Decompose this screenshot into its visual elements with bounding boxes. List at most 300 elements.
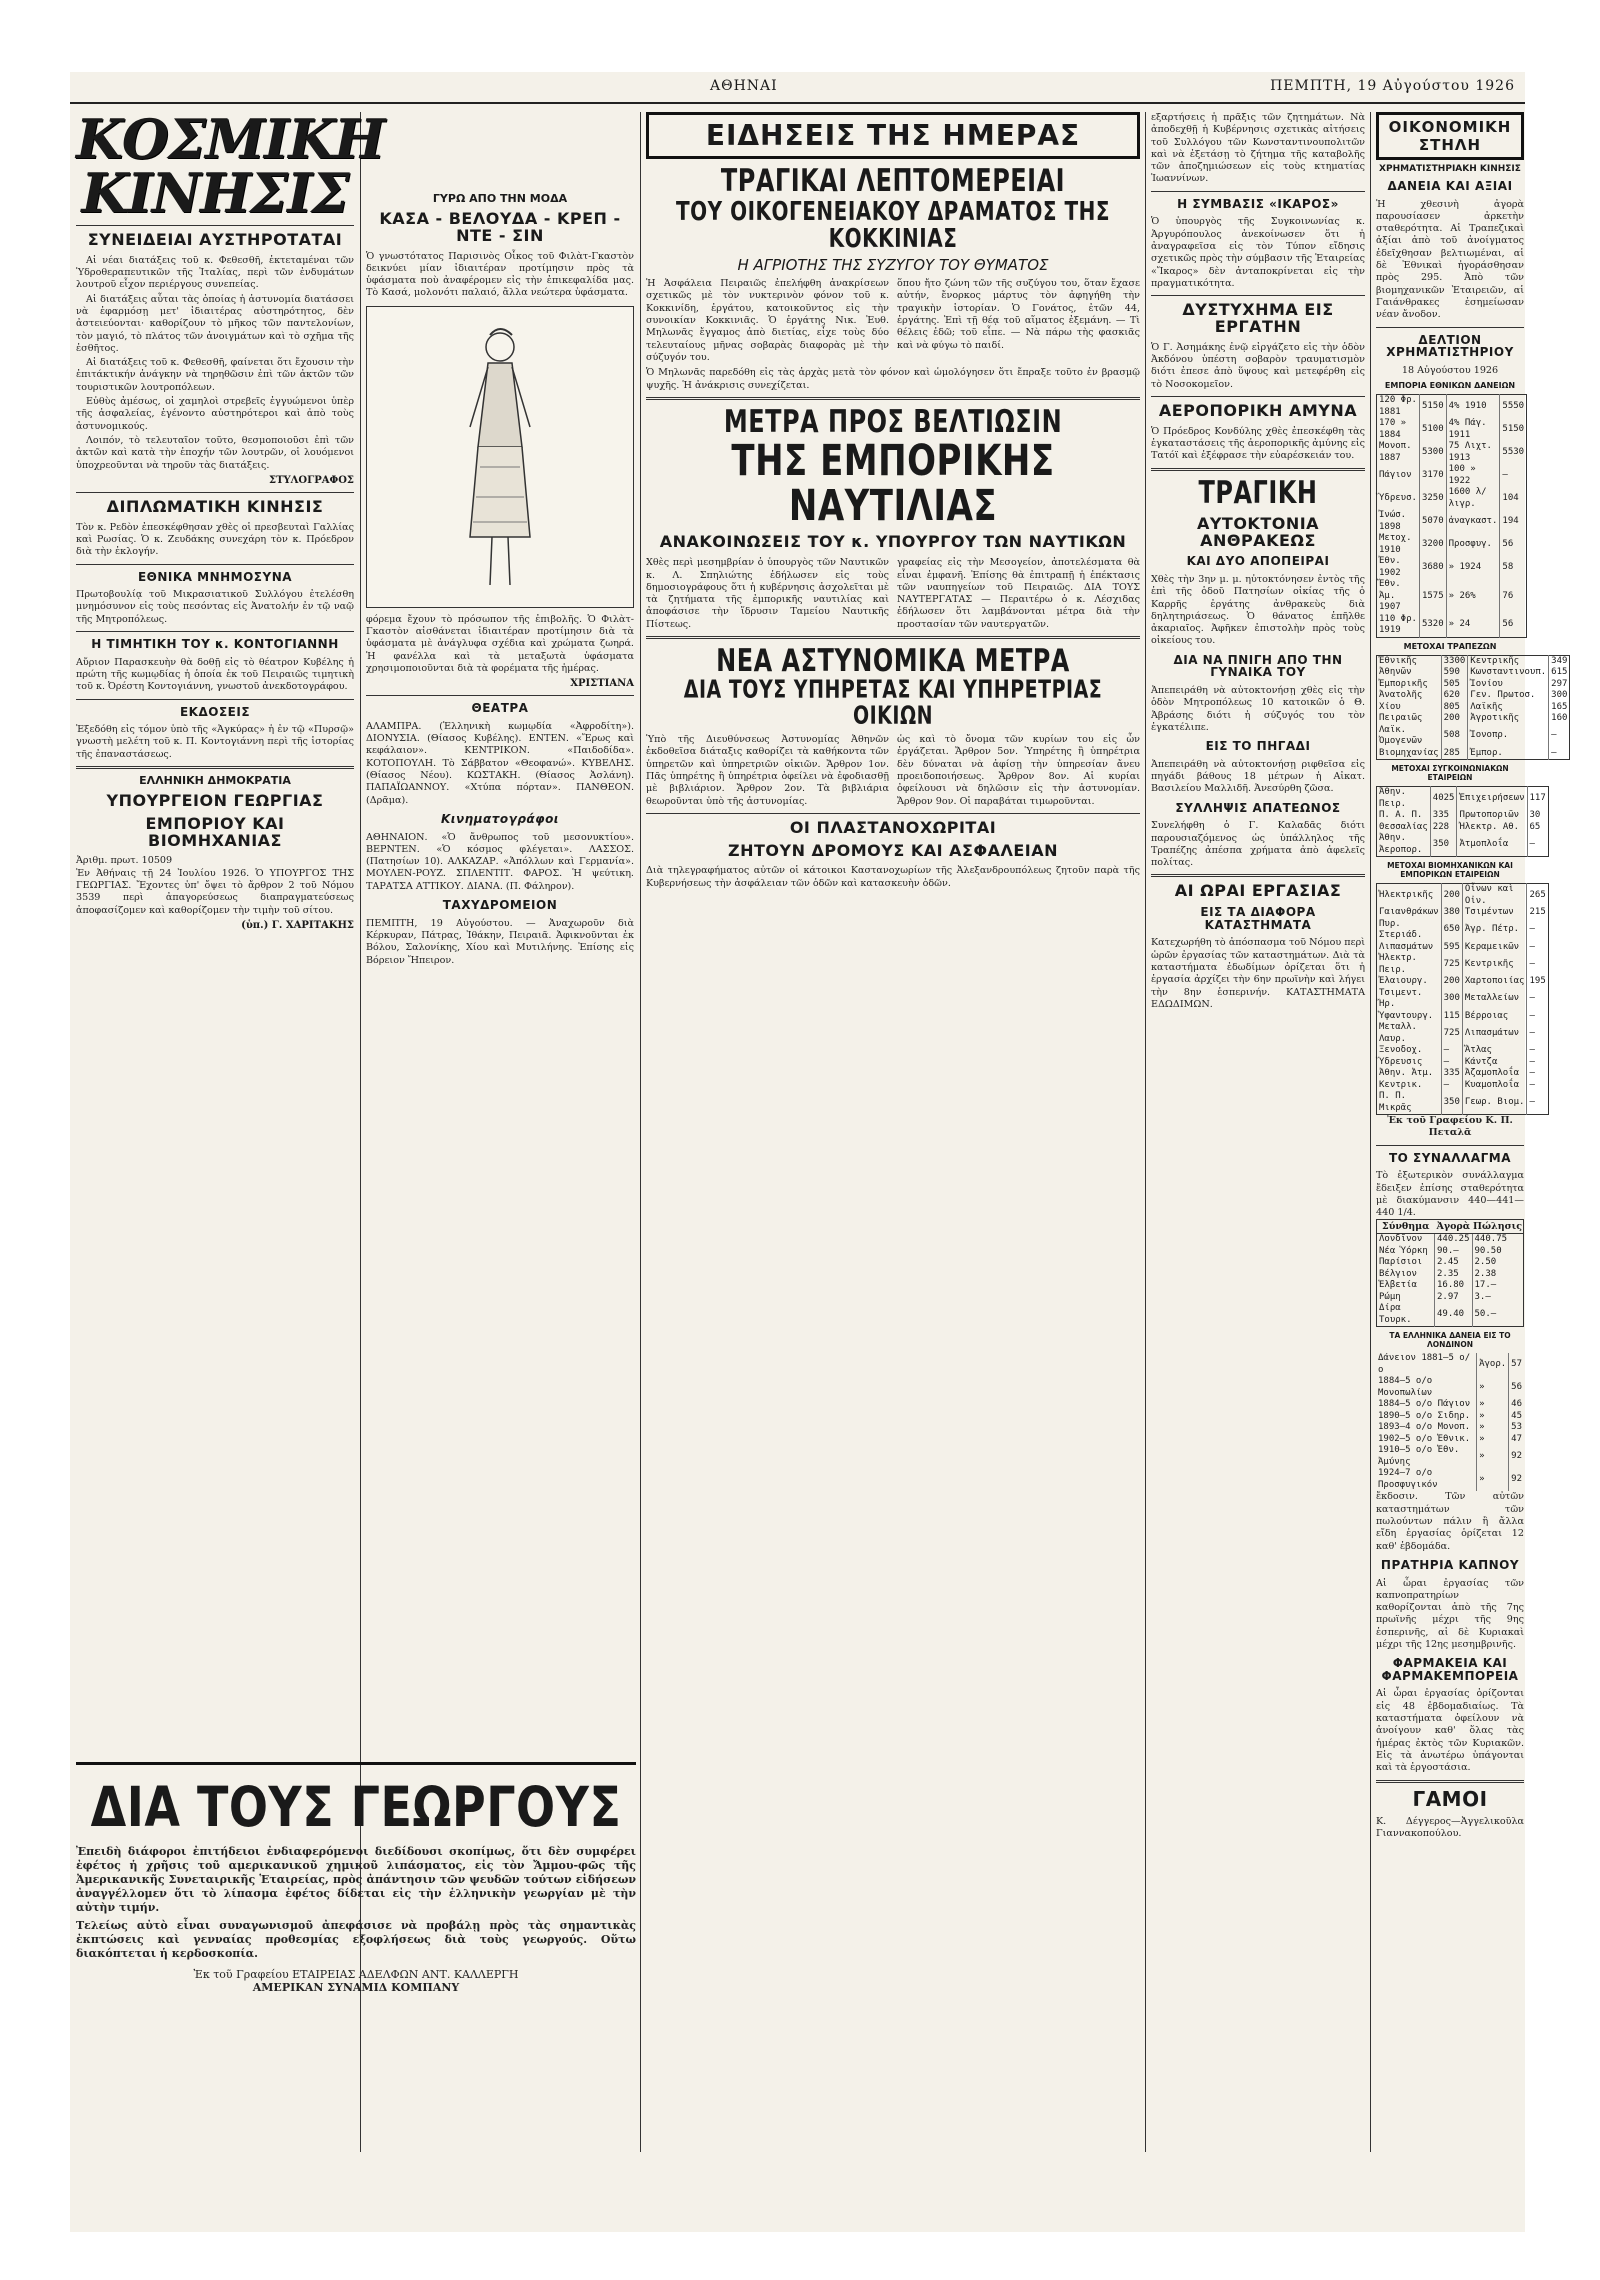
table-cell: — (1529, 1056, 1535, 1067)
table-row (1377, 953, 1549, 976)
table-cell: 50.— (1474, 1309, 1497, 1320)
divider (1376, 1145, 1524, 1146)
ikaros-title: Η ΣΥΜΒΑΣΙΣ «ΙΚΑΡΟΣ» (1177, 196, 1339, 211)
table-cell: 297 (1551, 678, 1568, 689)
table-cell: 725 (1441, 953, 1462, 976)
table-cell: Ὑφαντουργ. (1377, 1011, 1442, 1023)
table-cell: Ξενοδοχ. (1377, 1045, 1442, 1057)
table-cell: 100 » 1922 (1446, 464, 1500, 487)
fashion-kicker: ΓΥΡΩ ΑΠΟ ΤΗΝ ΜΟΔΑ (432, 192, 568, 205)
table-cell: Πυρ. Στεριάδ. (1377, 919, 1442, 942)
fashion-signature: ΧΡΙΣΤΙΑΝΑ (570, 678, 634, 690)
table-cell: — (1529, 958, 1535, 969)
table-cell: 1884—5 ο/ο Πάγιον (1376, 1399, 1477, 1411)
table-row (1377, 1011, 1549, 1023)
daneia-title: ΔΑΝΕΙΑ ΚΑΙ ΑΞΙΑΙ (1387, 179, 1513, 193)
table-cell: Πάγιον (1377, 464, 1420, 487)
table-cell: 92 (1511, 1451, 1522, 1462)
table-header-row (1377, 1220, 1524, 1234)
table-cell: » (1477, 1399, 1509, 1411)
table-cell: Γεωρ. Βιομ. (1462, 1091, 1527, 1115)
banks-table (1376, 655, 1570, 761)
table-cell: 725 (1441, 1022, 1462, 1045)
ores-body: Κατεχωρήθη τὸ ἀπόσπασμα τοῦ Νόμου περὶ ὡρῶν ἐργασίας τῶν καταστημάτων. Διὰ τὰ καταστήματα ἐδωδίμων ὁρίζεται ὅτι ἡ ἐργασία ἀρχίζει τὴν 6ην πρωϊνὴν καὶ λήγει τὴν 8ην ἑσπερινήν. ΚΑΤΑΣΤΗΜΑΤΑ ΕΔΩΔΙΜΩΝ. (1151, 937, 1365, 1010)
table-cell: 4025 (1430, 787, 1457, 811)
divider (1376, 327, 1524, 328)
table-cell: Ὕδρευσις (1377, 1057, 1442, 1069)
column-divider (1370, 112, 1371, 2152)
table-cell: 47 (1511, 1433, 1522, 1444)
table-row (1377, 988, 1549, 1011)
table-cell: Κεντρικ. (1377, 1080, 1442, 1092)
table-cell: 58 (1502, 561, 1514, 572)
amyna-body: Ὁ Πρόεδρος Κονδύλης χθὲς ἐπεσκέφθη τὰς ἐγκαταστάσεις τῆς ἀεροπορικῆς ἀμύνης εἰς Τατόϊ καὶ ἐξέφρασε τὴν εὐαρέσκειάν του. (1151, 425, 1365, 462)
table-cell: 285 (1441, 748, 1468, 760)
deltion-title: ΔΕΛΤΙΟΝ ΧΡΗΜΑΤΙΣΤΗΡΙΟΥ (1386, 332, 1514, 360)
ministry-line-3: ΕΜΠΟΡΙΟΥ ΚΑΙ ΒΙΟΜΗΧΑΝΙΑΣ (145, 813, 285, 850)
ores-headline-2: ΕΙΣ ΤΑ ΔΙΑΦΟΡΑ ΚΑΤΑΣΤΗΜΑΤΑ (1200, 905, 1316, 932)
table-cell: — (1529, 924, 1535, 935)
table-cell: — (1529, 838, 1535, 849)
table-cell: 200 (1441, 976, 1462, 988)
table-row (1377, 667, 1570, 679)
table-cell: — (1529, 993, 1535, 1004)
table-cell: 300 (1441, 988, 1462, 1011)
table-cell: Βέλγιον (1377, 1269, 1435, 1281)
table-row (1377, 810, 1549, 822)
column-divider (640, 112, 641, 2152)
table-cell: 5150 (1419, 395, 1446, 419)
gyn-body: Ἀπεπειράθη νὰ αὐτοκτονήσῃ χθὲς εἰς τὴν ὁδὸν Μητροπόλεως 10 κατοικῶν ὁ Θ. Ἀβράσης διότι ἡ σύζυγός του τὸν ἐγκατέλιπε. (1151, 684, 1365, 733)
metra-headline-2: ΤΗΣ ΕΜΠΟΡΙΚΗΣ ΝΑΥΤΙΛΙΑΣ (731, 436, 1055, 531)
hast-headline-2: ΖΗΤΟΥΝ ΔΡΟΜΟΥΣ ΚΑΙ ΑΣΦΑΛΕΙΑΝ (727, 840, 1058, 860)
table-cell: 1600 λ/λιγρ. (1446, 487, 1500, 510)
table-cell: Ἀθην. Πειρ. (1377, 787, 1431, 811)
syll-title: ΣΥΛΛΗΨΙΣ ΑΠΑΤΕΩΝΟΣ (1175, 800, 1341, 815)
georgous-body-2: Τελείως αὐτὸ εἶναι συναγωνισμοῦ ἀπεφάσισε νὰ προβάλῃ πρὸς τὰς σημαντικὰς ἐκπτώσεις καὶ γενναίας προθεσμίας εξοφλήσεως διὰ τοὺς γεωργούς. Οὕτω διακόπτεται ἡ κερδοσκοπία. (76, 1919, 636, 1961)
table-cell: — (1529, 1027, 1535, 1038)
table-cell: 5550 (1502, 400, 1525, 411)
divider (76, 699, 354, 700)
table-cell: 3680 (1419, 556, 1446, 579)
ergati-body: Ὁ Γ. Ἀσημάκης ἐνῷ εἰργάζετο εἰς τὴν ὁδὸν Ἀκδόνου ὑπέστη σοβαρὸν τραυματισμὸν διότι ἐπεσε ἀπὸ ὕψους καὶ μετεφέρθη εἰς τὸ Νοσοκομεῖον. (1151, 341, 1365, 390)
table-cell: Ἄτλας (1462, 1045, 1527, 1057)
fashion-title: ΚΑΣΑ - ΒΕΛΟΥΔΑ - ΚΡΕΠ - ΝΤΕ - ΣΙΝ (379, 209, 621, 245)
paragraph: Αἱ διατάξεις αὗται τὰς ὁποίας ἡ ἀστυνομία διατάσσει νὰ ἐφαρμόσῃ μετ' ἰδιαιτέρας αὐστηρότητος, δὲν ἀστειεύονται· καθορίζουν τὸ μῆκος τῶν παντελονίων, τὸν μαγιό, τὸ πλάτος τῶν ἀνοιγμάτων καὶ τὸ σχῆμα τῆς ἐσθῆτος. (76, 293, 354, 354)
divider (366, 695, 634, 696)
table-cell: 805 (1441, 702, 1468, 714)
table-row (1377, 1257, 1524, 1269)
table-row (1377, 1068, 1549, 1080)
table-cell: 335 (1430, 810, 1457, 822)
table-cell: — (1529, 1079, 1535, 1090)
table-cell: Προσφυγ. (1446, 533, 1500, 556)
amyna-title: ΑΕΡΟΠΟΡΙΚΗ ΑΜΥΝΑ (1158, 400, 1358, 420)
table-cell: Μεταλλείων (1462, 988, 1527, 1011)
table-cell: Κεντρικῆς (1462, 953, 1527, 976)
table-cell: Τσιμέντων (1462, 907, 1527, 919)
column-divider (1145, 112, 1146, 2152)
finance-masthead: ΟΙΚΟΝΟΜΙΚΗ ΣΤΗΛΗ (1376, 112, 1524, 160)
tragic-body (646, 278, 1140, 364)
divider (76, 631, 354, 632)
table-cell: Λαϊκῆς (1468, 702, 1549, 714)
ergati-title: ΔΥΣΤΥΧΗΜΑ ΕΙΣ ΕΡΓΑΤΗΝ (1182, 300, 1334, 336)
metra-body (646, 557, 1140, 631)
table-cell: 75 Λιχτ. 1913 (1446, 441, 1500, 464)
ethnika-daneia-title: ΕΜΠΟΡΙΑ ΕΘΝΙΚΩΝ ΔΑΝΕΙΩΝ (1384, 381, 1516, 391)
table-cell: 160 (1551, 713, 1568, 724)
metra-subhead: ΑΝΑΚΟΙΝΩΣΕΙΣ ΤΟΥ κ. ΥΠΟΥΡΓΟΥ ΤΩΝ ΝΑΥΤΙΚΩΝ (659, 532, 1127, 552)
table-cell: » (1477, 1445, 1509, 1468)
table-cell: Λιπασμάτων (1377, 942, 1442, 954)
table-cell: — (1551, 747, 1557, 758)
table-cell: Λονδῖνον (1377, 1234, 1435, 1246)
table-cell: Ἰονοπρ. (1468, 725, 1549, 748)
table-row (1377, 464, 1527, 487)
top-center-folio: ΑΘΗΝΑΙ (710, 78, 778, 94)
table-cell: Βιομηχανίας (1377, 748, 1442, 760)
table-header-cell: Ἀγορὰ (1436, 1221, 1471, 1233)
table-cell: 56 (1502, 538, 1514, 549)
table-row (1377, 1292, 1524, 1304)
industry-table (1376, 883, 1549, 1115)
fashion-illustration (366, 306, 634, 608)
divider (76, 564, 354, 565)
table-row (1377, 942, 1549, 954)
table-cell: 349 (1551, 655, 1568, 666)
divider (1376, 1780, 1524, 1783)
table-cell: 335 (1441, 1068, 1462, 1080)
ikaros-body: Ὁ ὑπουργὸς τῆς Συγκοινωνίας κ. Ἀργυρόπουλος ἀνεκοίνωσεν ὅτι ἡ ἀναγραφεῖσα εἰς τὸν Τύπον εἴδησις σχετικῶς πρὸς τὴν σύμβασιν τῆς Ἑταιρείας «Ἴκαρος» δὲν ἀνταποκρίνεται εἰς τὴν πραγματικότητα. (1151, 216, 1365, 289)
table-cell: Κεραμεικῶν (1462, 942, 1527, 954)
table-cell: Χαρτοποιίας (1462, 976, 1527, 988)
table-cell: 1890—5 ο/ο Σιδηρ. (1376, 1411, 1477, 1423)
tragic-col-b: ὅπου ἤτο ζώνη τῶν τῆς συζύγου του, ὅταν ἔχασε αὐτήν, ἔνορκος μάρτυς τὸν ἀφηγήθη τὴν τραγικὴν ἱστορίαν. Ὁ Γονάτος, ἐτῶν 44, ἐργάτης. Ἐπὶ τῇ θέᾳ τοῦ αἵματος ἐξεμάνη. — Τὶ θέλεις ἐδῶ; τοῦ εἶπε. — Νὰ πάρω τὴς φασκιᾶς καὶ νὰ φύγω τὸ παιδί. (897, 278, 1140, 351)
table-cell: 1575 (1419, 579, 1446, 614)
syneleusis-signature: ΣΤΥΛΟΓΡΑΦΟΣ (269, 474, 354, 486)
table-cell: 170 » 1884 (1377, 418, 1420, 441)
table-cell: Πειραιῶς (1377, 713, 1442, 725)
table-row (1377, 395, 1527, 419)
table-cell: Μονοπ. 1887 (1377, 441, 1420, 464)
table-cell: Δάνειον 1881—5 ο/ο (1376, 1353, 1477, 1376)
table-cell: Ὕδρευσ. (1377, 487, 1420, 510)
table-cell: 30 (1529, 810, 1541, 821)
farm-title: ΦΑΡΜΑΚΕΙΑ ΚΑΙ ΦΑΡΜΑΚΕΜΠΟΡΕΙΑ (1381, 1656, 1519, 1683)
synallagma-title: ΤΟ ΣΥΝΑΛΛΑΓΜΑ (1388, 1150, 1512, 1165)
table-row (1376, 1445, 1524, 1468)
table-cell: 200 (1441, 713, 1468, 725)
table-cell: 3200 (1419, 533, 1446, 556)
georgous-footer: Ἐκ τοῦ Γραφείου ΕΤΑΙΡΕΙΑΣ ΑΔΕΛΦΩΝ ΑΝΤ. ΚΑΛΛΕΡΓΗ (193, 1968, 519, 1982)
divider (76, 225, 354, 226)
dress-figure-icon (440, 317, 560, 597)
table-cell: Ἠλεκτρ. Πειρ. (1377, 953, 1442, 976)
metra-col-a: Χθὲς περὶ μεσημβρίαν ὁ ὑπουργὸς τῶν Ναυτικῶν κ. Λ. Σπηλιώτης ἐδήλωσεν εἰς τοὺς δημοσιογράφους ὅτι ἡ κυβέρνησις ἀσχολεῖται μὲ τὰ ζητήματα τῆς ἐμπορικῆς ναυτιλίας καὶ ἀποφάσισε τὴν ἵδρυσιν Ταμείου Ναυτικῆς Πίστεως. (646, 557, 889, 630)
table-row (1376, 1422, 1524, 1434)
table-cell: Ἐλαιουργ. (1377, 976, 1442, 988)
tragiki-headline-2: ΑΥΤΟΚΤΟΝΙΑ ΑΝΘΡΑΚΕΩΣ (1196, 513, 1320, 550)
daneia-body: Ἡ χθεσινὴ ἀγορὰ παρουσίασεν ἀρκετὴν σταθερότητα. Αἱ Τραπεζικαὶ ἀξίαι ἀπὸ τοῦ ἀνοίγματος ἐδεῖχθησαν βελτιωμέναι, αἱ δὲ Ἐθνικαὶ ἠγοράσθησαν πρὸς 295. Ἀπὸ τῶν βιομηχανικῶν Ἐταιρειῶν, αἱ Γαιάνθρακες ἐσημείωσαν νέαν ἄνοδον. (1376, 198, 1524, 321)
table-cell: 120 Φρ. 1881 (1377, 395, 1420, 419)
table-cell: Ρώμη (1377, 1292, 1435, 1304)
table-cell: — (1529, 1096, 1535, 1107)
table-cell: Θεσσαλίας (1377, 822, 1431, 834)
table-row (1377, 976, 1549, 988)
ekdoseis-title: ΕΚΔΟΣΕΙΣ (179, 704, 251, 719)
ekdoseis-body: Ἐξεδόθη εἰς τόμον ὑπὸ τῆς «Ἀγκύρας» ἡ ἐν τῷ «Πυρσῷ» γνωστὴ μελέτη τοῦ κ. Π. Κοντογιάννη περὶ τῆς ἱστορίας τῆς ἐπαναστάσεως. (76, 724, 354, 760)
table-cell: 5530 (1502, 446, 1525, 457)
post-title: ΤΑΧΥΔΡΟΜΕΙΟΝ (442, 898, 558, 913)
nea-body (646, 734, 1140, 808)
table-row (1377, 1303, 1524, 1327)
table-cell: 380 (1441, 907, 1462, 919)
table-cell: — (1441, 1045, 1462, 1057)
table-cell: 3250 (1419, 487, 1446, 510)
table-cell: Π. Π. Μικρᾶς (1377, 1091, 1442, 1115)
syneleusis-title: ΣΥΝΕΙΔΕΙΑΙ ΑΥΣΤΗΡΟΤΑΤΑΙ (87, 230, 343, 249)
tragic-col-a: Ἡ Ἀσφάλεια Πειραιῶς ἐπελήφθη ἀνακρίσεων σχετικῶς μὲ τὸν νυκτερινὸν φόνον τοῦ κ. Κοκκινίδη, ἐργάτου, κατοικοῦντος εἰς τὴν συνοικίαν Κοκκινιᾶς. Ὁ ἐργάτης Νικ. Ἐυθ. Μηλωνᾶς ἔγγαμος ἀπὸ διετίας, εἶχε τοὺς δύο τελευταίους μῆνας σοβαρὰς διαφορὰς μὲ τὴν σύζυγόν του. (646, 278, 889, 363)
ores-headline-1: ΑΙ ΩΡΑΙ ΕΡΓΑΣΙΑΣ (1174, 881, 1342, 901)
cinema-body: ΑΘΗΝΑΙΟΝ. «Ὁ ἄνθρωπος τοῦ μεσονυκτίου». ΒΕΡΝΤΕΝ. «Ὁ κόσμος φλέγεται». ΛΑΣΣΟΣ. (Πατησίων 10). ΑΛΚΑΖΑΡ. «Ἀπόλλων καὶ Γερμανία». ΜΟΥΛΕΝ-ΡΟΥΖ. ΣΠΛΕΝΤΙΤ. ΦΑΡΟΣ. Ἡ ψεύτικη. ΤΑΡΑΤΣΑ ΑΤΤΙΚΟΥ. ΔΙΑΝΑ. (Π. Φάληρον). (366, 831, 634, 892)
table-cell: Πρωτοποριῶν (1457, 810, 1527, 822)
table-cell: 350 (1430, 833, 1457, 857)
table-cell: 5100 (1419, 418, 1446, 441)
table-cell: 350 (1441, 1091, 1462, 1115)
table-row (1377, 1045, 1549, 1057)
table-cell: 1893—4 ο/ο Μονοπ. (1376, 1422, 1477, 1434)
table-cell: — (1551, 730, 1557, 741)
table-cell: Ἀθην. Ἀεροπορ. (1377, 833, 1431, 857)
continued-text: εξαρτήσεις ἡ πρᾶξις τῶν ζητημάτων. Νὰ ἀποδεχθῇ ἡ Κυβέρνησις σχετικὰς αἰτήσεις τοῦ Συλλόγου τῶν Κωνσταντινουπολιτῶν καὶ νὰ ἐξετάσῃ τὸ ζήτημα τῆς καταβολῆς τῶν ἀποζημιώσεων εἰς τοὺς κτηματίας Ἰωαννίνων. (1151, 112, 1365, 185)
paragraph: Εὐθὺς ἀμέσως, οἱ χαμηλοὶ στρεβεῖς ἐγγυώμενοι ὑπὲρ τῆς ἀσφαλείας, ἐγένοντο αὐστηρότεροι καὶ ἀπὸ τοὺς ἀστυνομικούς. (76, 396, 354, 432)
ministry-body: Ἐν Ἀθήναις τῇ 24 Ἰουλίου 1926. Ὁ ΥΠΟΥΡΓΟΣ ΤΗΣ ΓΕΩΡΓΙΑΣ. Ἔχοντες ὑπ' ὄψει τὸ ἄρθρον 2 τοῦ Νόμου 3539 περὶ ἀπαγορεύσεως διαπραγματεύσεως ἀποφασίζομεν καὶ καθορίζομεν τὴν τιμὴν τοῦ σίτου. (76, 867, 354, 916)
table-cell: Νέα Ὑόρκη (1377, 1246, 1435, 1258)
table-cell: — (1529, 941, 1535, 952)
divider (1151, 874, 1365, 877)
ministry-ref: Ἀριθμ. πρωτ. 10509 (76, 855, 173, 867)
table-cell: Ἀτμοπλοΐα (1457, 833, 1527, 857)
pigadi-title: ΕΙΣ ΤΟ ΠΗΓΑΔΙ (1205, 739, 1311, 754)
table-cell: » (1477, 1468, 1509, 1491)
table-cell: 53 (1511, 1422, 1522, 1433)
table-row (1377, 907, 1549, 919)
table-cell: 5300 (1419, 441, 1446, 464)
table-row (1376, 1376, 1524, 1399)
table-cell: — (1502, 469, 1508, 480)
kapnou-body: Αἱ ὧραι ἐργασίας τῶν καπνοπρατηρίων καθορίζονται ἀπὸ τῆς 7ης πρωϊνῆς μέχρι τῆς 9ης ἑσπερινῆς, αἱ δὲ Κυριακαὶ μέχρι τῆς 12ης μεσημβρινῆς. (1376, 1577, 1524, 1650)
table-cell: Ἀγορ. (1477, 1353, 1509, 1376)
table-cell: 57 (1511, 1359, 1522, 1370)
table-cell: » 1924 (1446, 556, 1500, 579)
nea-col-b: ὡς καὶ τὸ ὄνομα τῶν κυρίων του εἰς ὧν ἐργάζεται. Ἄρθρον 5ον. Ὑπηρέτης ἢ ὑπηρέτρια δὲν δύναται νὰ ἀφίσῃ τὴν ὑπηρεσίαν ἄνευ προειδοποιήσεως. Ἄρθρον 8ον. Αἱ κυρίαι ὀφείλουσι νὰ δηλῶσιν εἰς τὴν ἀστυνομίαν. Ἄρθρον 9ον. Οἱ παραβάται τιμωροῦνται. (897, 734, 1140, 807)
gyn-title: ΔΙΑ ΝΑ ΠΝΙΓΗ ΑΠΟ ΤΗΝ ΓΥΝΑΙΚΑ ΤΟΥ (1173, 652, 1343, 680)
table-cell: 115 (1441, 1011, 1462, 1023)
trapezai-title: ΜΕΤΟΧΑΙ ΤΡΑΠΕΖΩΝ (1403, 641, 1497, 651)
table-cell: » 24 (1446, 614, 1500, 638)
pigadi-body: Ἀπεπειράθη νὰ αὐτοκτονήσῃ ριφθεῖσα εἰς πηγάδι βάθους 18 μέτρων ἡ Αἰκατ. Βασιλείου Μαλλιδῆ. Ἀνεσύρθη ζῶσα. (1151, 758, 1365, 795)
table-cell: 620 (1441, 690, 1468, 702)
table-cell: 90.— (1435, 1246, 1473, 1258)
table-cell: 56 (1502, 619, 1514, 630)
table-row (1376, 1411, 1524, 1423)
table-row (1377, 418, 1527, 441)
table-row (1376, 1468, 1524, 1491)
table-cell: 1924—7 ο/ο Προσφυγικόν (1376, 1468, 1477, 1491)
table-cell: 2.38 (1474, 1268, 1497, 1279)
table-cell: Οἶνων καὶ Οἰν. (1462, 884, 1527, 908)
table-row (1377, 1269, 1524, 1281)
table-row (1377, 725, 1570, 748)
table-cell: 5150 (1502, 423, 1525, 434)
london-table (1376, 1353, 1524, 1491)
gamoi-body: Κ. Δέγγερος—Ἀγγελικοῦλα Γιαννακοπούλου. (1376, 1815, 1524, 1839)
hast-body: Διὰ τηλεγραφήματος αὐτῶν οἱ κάτοικοι Καστανοχωρίων τῆς Ἀλεξανδρουπόλεως ζητοῦν παρὰ τῆς Κυβερνήσεως τὴν ἀσφάλειαν τῶν ὁδῶν καὶ κατασκευὴν ὁδῶν. (646, 865, 1140, 889)
table-cell: — (1529, 1045, 1535, 1056)
table-cell: 200 (1441, 884, 1462, 908)
table-cell: Ἠλεκτρ. Αθ. (1457, 822, 1527, 834)
table-cell: Ἑλβετία (1377, 1280, 1435, 1292)
table-cell: Γεν. Πρωτοσ. (1468, 690, 1549, 702)
table-cell: 265 (1529, 889, 1546, 900)
timitiki-title: Η ΤΙΜΗΤΙΚΗ ΤΟΥ κ. ΚΟΝΤΟΓΙΑΝΝΗ (91, 637, 339, 652)
metra-headline-1: ΜΕΤΡΑ ΠΡΟΣ ΒΕΛΤΙΩΣΙΝ (723, 403, 1063, 440)
paragraph: Αἱ διατάξεις τοῦ κ. Φεθεσθῆ, φαίνεται ὅτι ἔχουσιν τὴν ἐπιτάκτικήν ἀνάγκην νὰ τηρηθῶσιν ἐπὶ τῶν ἀκτῶν τῶν τουριστικῶν λουτροπόλεων. (76, 357, 354, 393)
table-row (1377, 1080, 1549, 1092)
divider (76, 492, 354, 493)
table-cell: Χίου (1377, 702, 1442, 714)
industry-title: ΜΕΤΟΧΑΙ ΒΙΟΜΗΧΑΝΙΚΩΝ ΚΑΙ ΕΜΠΟΡΙΚΩΝ ΕΤΑΙΡΕΙΩΝ (1387, 861, 1513, 880)
table-cell: Δίρα Τουρκ. (1377, 1303, 1435, 1327)
table-cell: Ἔθν. Ἀμ. 1907 (1377, 579, 1420, 614)
date-line: ΠΕΜΠΤΗ, 19 Αὐγούστου 1926 (1270, 78, 1515, 94)
ethnika-title: ΕΘΝΙΚΑ ΜΝΗΜΟΣΥΝΑ (137, 569, 293, 584)
table-cell: 2.35 (1435, 1269, 1473, 1281)
table-cell: 17.— (1474, 1280, 1497, 1291)
table-cell: 1910—5 ο/ο Ἐθν. Ἀμύνης (1376, 1445, 1477, 1468)
table-cell: Ἰονίου (1468, 679, 1549, 691)
right-inner-column (1151, 112, 1365, 2192)
table-cell: Ἰνώσ. 1898 (1377, 510, 1420, 533)
table-cell: 45 (1511, 1410, 1522, 1421)
finance-column (1376, 112, 1568, 2192)
tragic-headline-2: ΤΟΥ ΟΙΚΟΓΕΝΕΙΑΚΟΥ ΔΡΑΜΑΤΟΣ ΤΗΣ ΚΟΚΚΙΝΙΑΣ (675, 195, 1110, 254)
table-cell: 1902—5 ο/ο Ἐθνικ. (1376, 1434, 1477, 1446)
table-cell: Π. Α. Π. (1377, 810, 1431, 822)
table-cell: Λιπασμάτων (1462, 1022, 1527, 1045)
table-row (1377, 655, 1570, 667)
table-cell: 650 (1441, 919, 1462, 942)
table-cell: Κωνσταντινουπ. (1468, 667, 1549, 679)
diplomatic-title: ΔΙΠΛΩΜΑΤΙΚΗ ΚΙΝΗΣΙΣ (106, 496, 324, 516)
center-column (646, 112, 1140, 2192)
divider (646, 397, 1140, 400)
tragic-subhead: Η ΑΓΡΙΟΤΗΣ ΤΗΣ ΣΥΖΥΓΟΥ ΤΟΥ ΘΥΜΑΤΟΣ (737, 256, 1049, 275)
table-cell: Ἐμπορικῆς (1377, 679, 1442, 691)
synallagma-body: Τὸ ἐξωτερικὸν συνάλλαγμα ἔδειξεν ἐπίσης σταθερότητα μὲ διακύμανσιν 440—441—440 1/4. (1376, 1170, 1524, 1219)
divider (1151, 295, 1365, 296)
fashion-body-continued: φόρεμα ἔχουν τὸ πρόσωπον τῆς ἐπιβολῆς. Ὁ Φιλὰτ-Γκαστὸν αἰσθάνεται ἰδιαιτέραν προτίμησιν διὰ τὰ ὑφάσματα μὲ ἀνάγλυφα σχέδια καὶ χρώματα ζωηρά. Ἡ φανέλλα καὶ τὰ μεταξωτὰ ὑφάσματα χρησιμοποιοῦνται διὰ τὰ φορέματα τῆς ἡμέρας. (366, 613, 634, 674)
table-cell: — (1441, 1057, 1462, 1069)
table-cell: 5070 (1419, 510, 1446, 533)
table-row (1377, 713, 1570, 725)
table-row (1377, 690, 1570, 702)
table-cell: — (1529, 1010, 1535, 1021)
table-cell: » (1477, 1422, 1509, 1434)
table-cell: Κεντρικῆς (1468, 655, 1549, 667)
table-cell: — (1441, 1080, 1462, 1092)
table-cell: 195 (1529, 976, 1546, 987)
metra-col-b: γραφείας εἰς τὴν Μεσογείον, ἀποτελέσματα θὰ εἶναι ἐμφανῆ. Ἐπίσης θὰ ἐπιτραπῇ ἡ ἐπέκτασις τῶν ναυπηγείων τοῦ Πειραιῶς. ΔΙΑ ΤΟΥΣ ΝΑΥΤΕΡΓΑΤΑΣ — Περαιτέρω ὁ κ. Λέσχιδας ἐδήλωσεν ὅτι λαμβάνονται μέτρα διὰ τὴν προστασίαν τῶν ναυτεργατῶν. (897, 557, 1140, 630)
tragiki-headline-1: ΤΡΑΓΙΚΗ (1198, 474, 1318, 511)
table-cell: 104 (1502, 492, 1519, 503)
diplomatic-body: Τὸν κ. Ρεδὸν ἐπεσκέφθησαν χθὲς οἱ πρεσβευταὶ Γαλλίας καὶ Ρωσίας. Ὁ κ. Ζευδάκης συνεχάρη τὸν κ. Πρόεδρον διὰ τὴν ἐκλογήν. (76, 521, 354, 558)
table-row (1377, 833, 1549, 857)
table-cell: Ἐθν. 1902 (1377, 556, 1420, 579)
table-cell: 4% Πάγ. 1911 (1446, 418, 1500, 441)
tragiki-body: Χθὲς τὴν 3ην μ. μ. ηὐτοκτόνησεν ἐντὸς τῆς ἐπὶ τῆς ὁδοῦ Πατησίων οἰκίας τῆς ὁ Καρρῆς ἐργάτης ἀνθρακεὺς διὰ δηλητηριάσεως. Ὁ θάνατος ἐπῆλθε ἀκαριαῖος. Ἀφῆκεν ἐπιστολὴν πρὸς τοὺς οἰκείους του. (1151, 574, 1365, 647)
table-row (1377, 1057, 1549, 1069)
table-cell: 165 (1551, 701, 1568, 712)
table-row (1377, 1246, 1524, 1258)
deltion-date: 18 Αὐγούστου 1926 (1401, 364, 1499, 376)
table-row (1377, 1091, 1549, 1115)
georgous-body: Ἐπειδὴ διάφοροι ἐπιτήδειοι ἐνδιαφερόμενοι διεδίδουσι σκοπίμως, ὅτι δὲν συμφέρει ἐφέτος ἡ χρῆσις τοῦ αμερικανικοῦ χημικοῦ λιπάσματος, εἰς τὸν Ἄμμου-φῶς τῆς Ἀμερικανικῆς Συνεταιρικῆς Ἑταιρείας, πρὸς ἀπάντησιν τῶν ψευδῶν τούτων εἰδήσεων ἀναγγέλλομεν ὅτι τὸ λίπασμα ἐφέτος δίδεται εἰς τὴν ἑλληνικὴν γεωργίαν μὲ τὴν αὐτὴν τιμήν. (76, 1845, 636, 1915)
table-cell: 117 (1529, 792, 1546, 803)
table-row (1376, 1434, 1524, 1446)
table-cell: 505 (1441, 679, 1468, 691)
news-of-the-day-banner: ΕΙΔΗΣΕΙΣ ΤΗΣ ΗΜΕΡΑΣ (646, 112, 1140, 159)
table-cell: Κυαμοπλοΐα (1462, 1080, 1527, 1092)
divider (1151, 396, 1365, 397)
left-column (76, 107, 385, 1752)
table-row (1377, 787, 1549, 811)
table-cell: Ἀζαμοπλοΐα (1462, 1068, 1527, 1080)
table-cell: Ἀνατολῆς (1377, 690, 1442, 702)
table-cell: 615 (1551, 667, 1568, 678)
top-rule (70, 102, 1525, 104)
divider (76, 766, 354, 769)
table-cell: 65 (1529, 821, 1541, 832)
syneleusis-body (76, 255, 354, 472)
table-row (1377, 1234, 1524, 1246)
paragraph: Λοιπόν, τὸ τελευταῖον τοῦτο, θεσμοποιοῦσι ἐπὶ τῶν ἀκτῶν καὶ κατὰ τὴν ἐποχήν τῶν λουτρῶν, οἱ λουόμενοι ὑποχρεοῦνται νὰ τηροῦν τὰς διατάξεις. (76, 434, 354, 471)
table-cell: Ἀθηνῶν (1377, 667, 1442, 679)
table-cell: 110 Φρ. 1919 (1377, 614, 1420, 638)
syll-body: Συνελήφθη ὁ Γ. Καλαδᾶς διότι παρουσιαζόμενος ὡς ὑπάλληλος τῆς Τραπέζης ἀπέσπα χρήματα ἀπὸ ἀφελεῖς πολίτας. (1151, 820, 1365, 869)
table-cell: 2.45 (1435, 1257, 1473, 1269)
table-row (1377, 748, 1570, 760)
divider (646, 813, 1140, 814)
table-cell: Γαιανθράκων (1377, 907, 1442, 919)
fx-table (1376, 1219, 1524, 1327)
table-cell: » 26% (1446, 579, 1500, 614)
table-row (1377, 702, 1570, 714)
table-row (1377, 487, 1527, 510)
timitiki-body: Αὔριον Παρασκευὴν θὰ δοθῇ εἰς τὸ θέατρον Κυβέλης ἡ πρώτη τῆς κωμῳδίας ἡ ὁποία ἐκ τοῦ Πειραιῶς τιμητικὴ τοῦ κ. Ὀρέστη Κοντογιάννη, γνωστοῦ ἀνεκδοτογράφου. (76, 656, 354, 693)
kosmiki-masthead: ΚΟΣΜΙΚΗ ΚΙΝΗΣΙΣ (76, 107, 385, 225)
nea-headline-1: ΝΕΑ ΑΣΤΥΝΟΜΙΚΑ ΜΕΤΡΑ (716, 642, 1070, 680)
table-cell: Ἠλεκτρικῆς (1377, 884, 1442, 908)
table-cell: Λαϊκ. Ὀμογενῶν (1377, 725, 1442, 748)
cinema-title: Κινηματογράφοι (441, 811, 559, 826)
kapnou-title: ΠΡΑΤΗΡΙΑ ΚΑΠΝΟΥ (1380, 1557, 1520, 1572)
paragraph: Αἱ νέαι διατάξεις τοῦ κ. Φεθεσθῆ, ἐκτεταμέναι τῶν Ὑδροθεραπευτικῶν τῆς Ἰταλίας, περὶ τῶν ἐνδυμάτων λουτροῦ εἶχον περιέργους συνεπείας. (76, 254, 354, 291)
table-cell: Ἐπιχειρήσεων (1457, 787, 1527, 811)
table-cell: 3.— (1474, 1291, 1491, 1302)
table-cell: Βέρροιας (1462, 1011, 1527, 1023)
